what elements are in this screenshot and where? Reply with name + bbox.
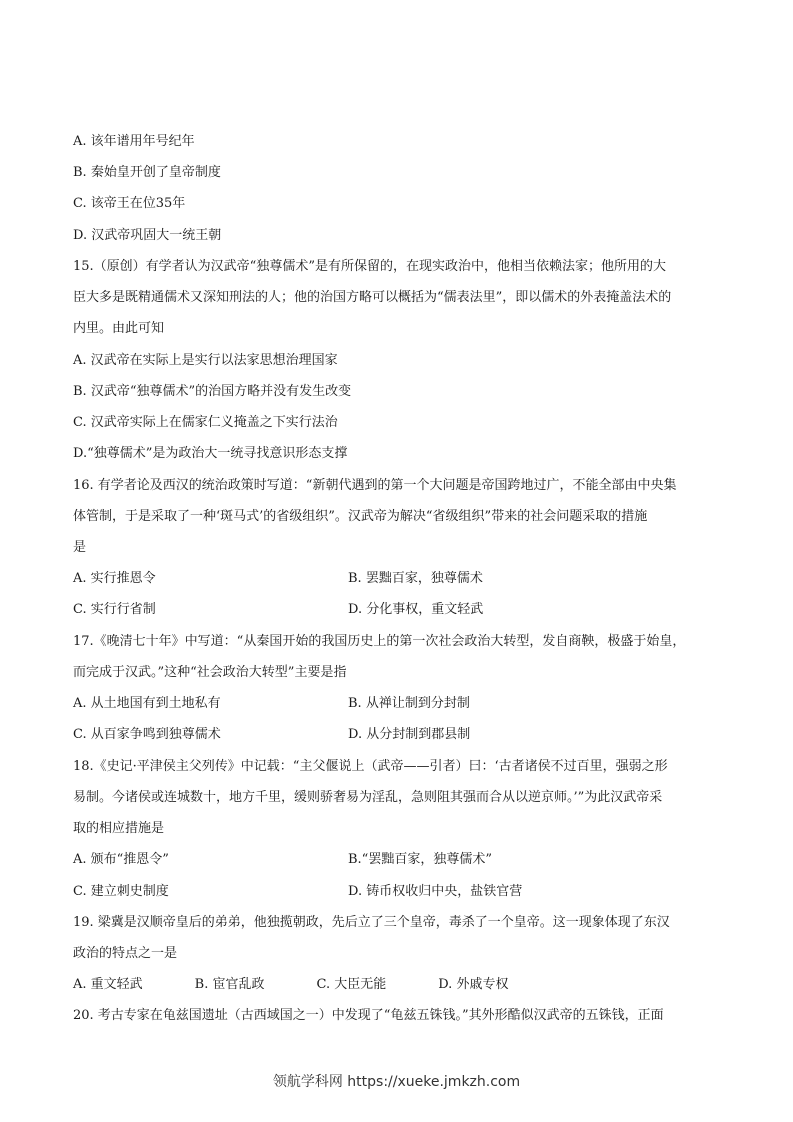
q16-stem-line2: 体管制，于是采取了一种‘斑马式’的省级组织”。汉武帝为解决“省级组织”带来的社会问题采取的措施 [73,509,648,524]
q16-option-b: B. 罢黜百家，独尊儒术 [348,571,483,586]
q15-stem-line3: 内里。由此可知 [73,321,165,336]
q20-stem-line1: 20. 考古专家在龟兹国遗址（古西域国之一）中发现了“龟兹五铢钱。”其外形酷似汉武帝的五铢钱，正面 [73,1008,664,1023]
q17-option-d: D. 从分封制到郡县制 [348,727,471,742]
q18-option-a: A. 颁布“推恩令” [73,852,169,867]
q18-option-b: B.“罢黜百家，独尊儒术” [348,852,492,867]
q18-stem-line1: 18.《史记·平津侯主父列传》中记载：“主父偃说上（武帝——引者）曰：‘古者诸侯不过百里，强弱之形 [73,759,668,774]
q15-option-b: B. 汉武帝“独尊儒术”的治国方略并没有发生改变 [73,384,352,399]
q17-option-c: C. 从百家争鸣到独尊儒术 [73,727,221,742]
q18-option-c: C. 建立刺史制度 [73,884,169,899]
q14-option-a: A. 该年谱用年号纪年 [73,134,195,149]
q16-option-d: D. 分化事权，重文轻武 [348,602,484,617]
q18-stem-line3: 取的相应措施是 [73,821,165,836]
q17-stem-line2: 而完成于汉武。”这种“社会政治大转型”主要是指 [73,665,347,680]
page-footer-watermark: 领航学科网 https://xueke.jmkzh.com [272,1074,521,1090]
q19-options: A. 重文轻武 B. 宦官乱政 C. 大臣无能 D. 外戚专权 [73,977,509,992]
q17-option-b: B. 从禅让制到分封制 [348,696,470,711]
q16-stem-line1: 16. 有学者论及西汉的统治政策时写道：“新朝代遇到的第一个大问题是帝国跨地过广，不能全部由中央集 [73,478,677,493]
q15-option-c: C. 汉武帝实际上在儒家仁义掩盖之下实行法治 [73,415,338,430]
q15-option-a: A. 汉武帝在实际上是实行以法家思想治理国家 [73,353,338,368]
q16-stem-line3: 是 [73,540,87,555]
q14-option-d: D. 汉武帝巩固大一统王朝 [73,228,222,243]
q18-option-d: D. 铸币权收归中央，盐铁官营 [348,884,523,899]
q18-stem-line2: 易制。今诸侯或连城数十，地方千里，缓则骄奢易为淫乱，急则阻其强而合从以逆京师。’”为此汉武帝采 [73,790,663,805]
q14-option-b: B. 秦始皇开创了皇帝制度 [73,165,221,180]
q15-stem-line1: 15.（原创）有学者认为汉武帝“独尊儒术”是有所保留的，在现实政治中，他相当依赖法家；他所用的大 [73,259,666,274]
q16-option-c: C. 实行行省制 [73,602,156,617]
q17-option-a: A. 从土地国有到土地私有 [73,696,221,711]
q16-option-a: A. 实行推恩令 [73,571,156,586]
q19-stem-line1: 19. 梁冀是汉顺帝皇后的弟弟，他独揽朝政，先后立了三个皇帝，毒杀了一个皇帝。这一现象体现了东汉 [73,915,670,930]
q15-option-d: D.“独尊儒术”是为政治大一统寻找意识形态支撑 [73,446,348,461]
q14-option-c: C. 该帝王在位35年 [73,196,186,211]
q19-stem-line2: 政治的特点之一是 [73,946,178,961]
q15-stem-line2: 臣大多是既精通儒术又深知刑法的人；他的治国方略可以概括为“儒表法里”，即以儒术的外表掩盖法术的 [73,290,672,305]
q17-stem-line1: 17.《晚清七十年》中写道：“从秦国开始的我国历史上的第一次社会政治大转型，发自商鞅，极盛于始皇， [73,634,686,649]
